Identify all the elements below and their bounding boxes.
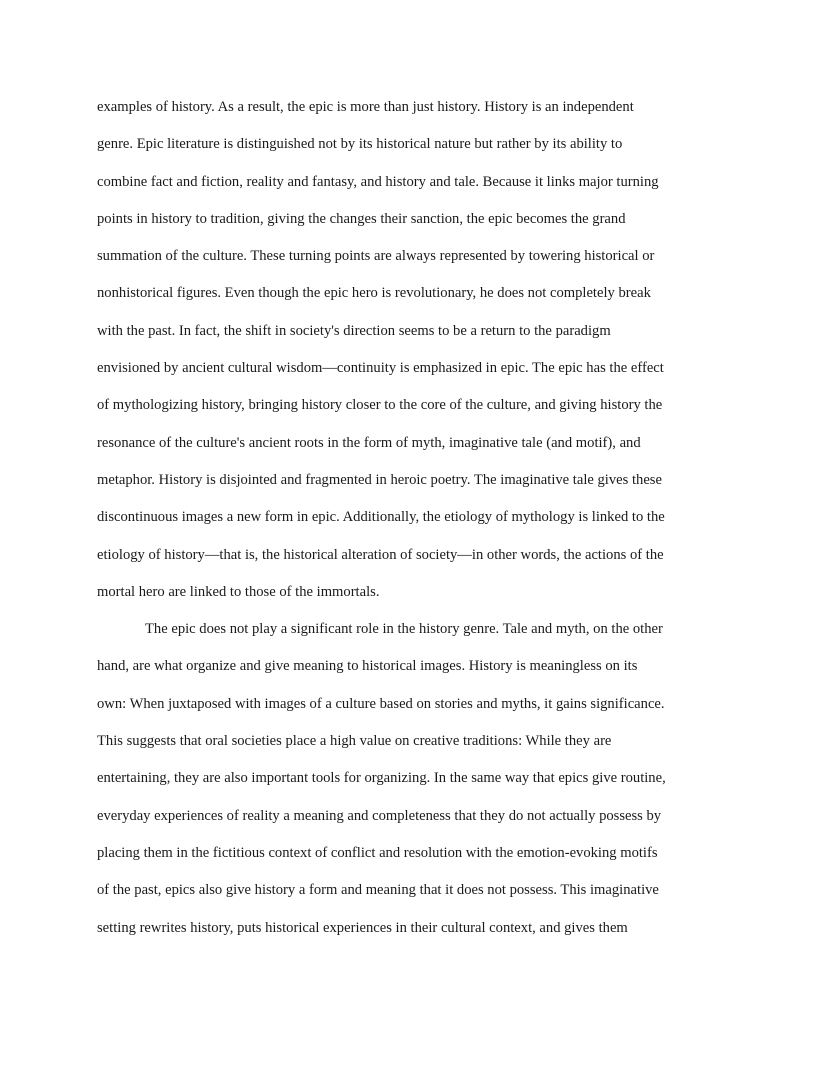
text-line: nonhistorical figures. Even though the epic hero is revolutionary, he does not completely break (97, 285, 651, 302)
text-line: own: When juxtaposed with images of a culture based on stories and myths, it gains significance. (97, 695, 665, 712)
text-line: The epic does not play a significant role in the history genre. Tale and myth, on the other (145, 621, 663, 638)
paragraph (97, 92, 737, 614)
text-line: resonance of the culture's ancient roots in the form of myth, imaginative tale (and motif), and (97, 434, 641, 451)
text-line: entertaining, they are also important tools for organizing. In the same way that epics give routine, (97, 770, 666, 787)
paragraph (97, 614, 737, 950)
text-line: setting rewrites history, puts historical experiences in their cultural context, and gives them (97, 919, 628, 936)
text-line: points in history to tradition, giving the changes their sanction, the epic becomes the grand (97, 210, 626, 227)
text-line: everyday experiences of reality a meaning and completeness that they do not actually possess by (97, 807, 662, 824)
text-line: hand, are what organize and give meaning to historical images. History is meaningless on its (97, 658, 638, 675)
text-line: of mythologizing history, bringing history closer to the core of the culture, and giving history the (97, 397, 663, 414)
text-line: etiology of history—that is, the historical alteration of society—in other words, the actions of the (97, 546, 664, 563)
text-line: This suggests that oral societies place a high value on creative traditions: While they are (97, 733, 612, 750)
text-line: combine fact and fiction, reality and fantasy, and history and tale. Because it links major turning (97, 173, 659, 190)
text-line: summation of the culture. These turning points are always represented by towering historical or (97, 248, 655, 265)
text-line: envisioned by ancient cultural wisdom—continuity is emphasized in epic. The epic has the effect (97, 360, 664, 377)
text-line: examples of history. As a result, the epic is more than just history. History is an independent (97, 99, 634, 115)
text-line: of the past, epics also give history a form and meaning that it does not possess. This imaginative (97, 882, 659, 899)
text-line: with the past. In fact, the shift in society's direction seems to be a return to the paradigm (97, 322, 611, 339)
text-line: mortal hero are linked to those of the immortals. (97, 583, 380, 600)
text-line: metaphor. History is disjointed and fragmented in heroic poetry. The imaginative tale gives these (97, 471, 662, 488)
text-line: discontinuous images a new form in epic. Additionally, the etiology of mythology is linked to the (97, 509, 665, 526)
document-body (97, 92, 737, 950)
text-line: genre. Epic literature is distinguished not by its historical nature but rather by its ability to (97, 136, 623, 153)
text-line: placing them in the fictitious context of conflict and resolution with the emotion-evoking motifs (97, 844, 658, 861)
